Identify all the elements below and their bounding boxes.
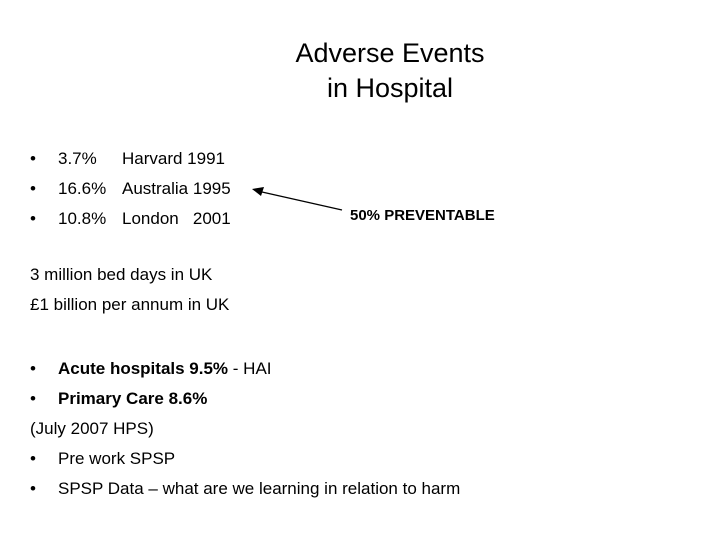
stat-source: Harvard 1991 [122, 149, 226, 168]
list-item [30, 474, 460, 504]
acute-hospitals-rate: Acute hospitals 9.5% [58, 359, 229, 378]
primary-care-rate: Primary Care 8.6% [58, 389, 208, 408]
source-note: (July 2007 HPS) [30, 419, 154, 438]
arrow-icon [250, 180, 350, 220]
bullet: • [30, 359, 36, 378]
list-item [30, 444, 460, 474]
stat-percentage: 10.8% [58, 209, 107, 228]
stat-source: London 2001 [122, 209, 231, 228]
title-line-2: in Hospital [326, 73, 454, 103]
stat-percentage: 3.7% [58, 149, 97, 168]
bed-days-text: 3 million bed days in UK [30, 265, 213, 284]
annual-cost-text: £1 billion per annum in UK [30, 295, 230, 314]
bullet: • [30, 479, 36, 498]
bullet: • [30, 209, 36, 228]
bullet: • [30, 149, 36, 168]
stat-row [30, 144, 231, 174]
list-item [30, 354, 460, 384]
hai-list [30, 354, 460, 504]
title-line-1: Adverse Events [295, 38, 485, 68]
preventable-callout: 50% PREVENTABLE [350, 207, 495, 224]
slide-title [270, 36, 510, 106]
stat-row [30, 204, 231, 234]
cost-summary [30, 260, 229, 320]
list-item [30, 384, 460, 414]
hai-label: - HAI [228, 359, 272, 378]
stat-row [30, 174, 231, 204]
stat-source: Australia 1995 [122, 179, 231, 198]
bullet: • [30, 179, 36, 198]
spsp-data-text: SPSP Data – what are we learning in relation to harm [58, 479, 461, 498]
stat-percentage: 16.6% [58, 179, 107, 198]
bullet: • [30, 449, 36, 468]
adverse-event-stats-list [30, 144, 231, 234]
bullet: • [30, 389, 36, 408]
pre-work-text: Pre work SPSP [58, 449, 176, 468]
